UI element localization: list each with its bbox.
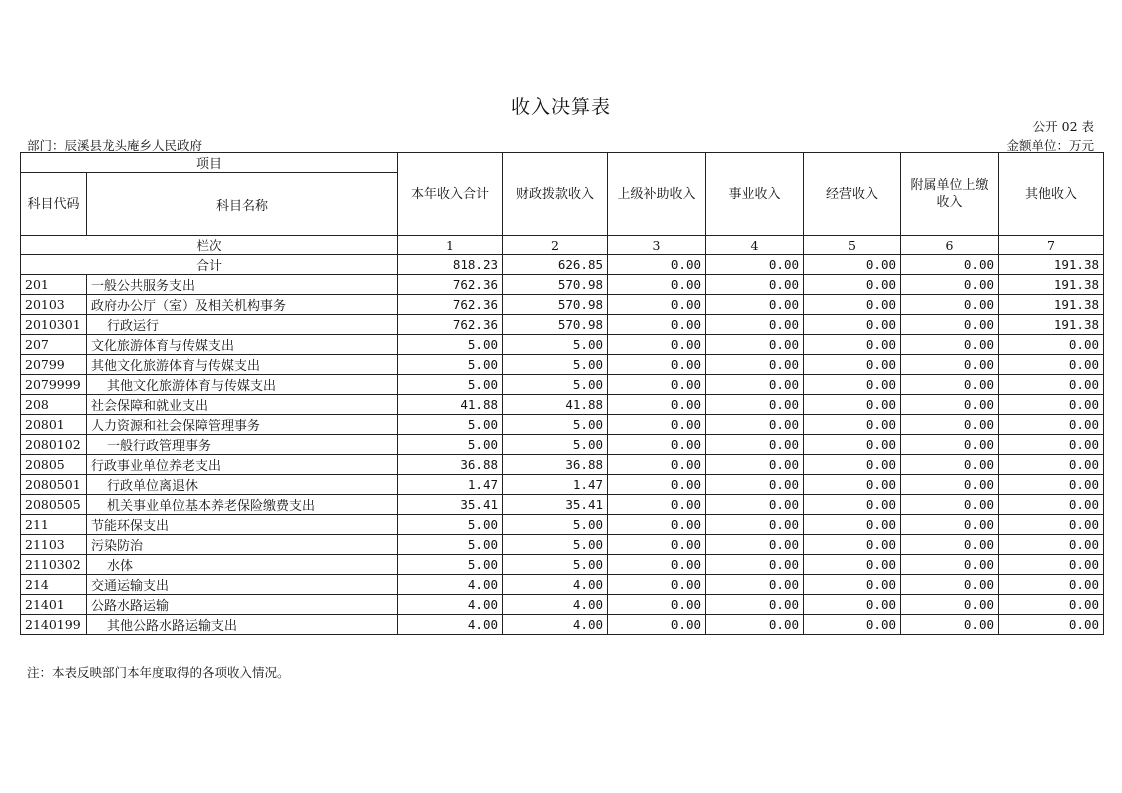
col-header-fiscal-appropriation: 财政拨款收入	[503, 153, 608, 236]
row-value: 0.00	[608, 475, 706, 495]
row-code: 2079999	[21, 375, 87, 395]
row-code: 2110302	[21, 555, 87, 575]
row-value: 0.00	[608, 455, 706, 475]
row-value: 5.00	[398, 335, 503, 355]
row-name: 污染防治	[87, 535, 398, 555]
total-value: 818.23	[398, 255, 503, 275]
row-value: 0.00	[608, 555, 706, 575]
row-name: 其他文化旅游体育与传媒支出	[87, 375, 398, 395]
row-value: 0.00	[999, 375, 1104, 395]
row-value: 0.00	[901, 275, 999, 295]
row-value: 0.00	[804, 515, 901, 535]
row-code: 20801	[21, 415, 87, 435]
row-value: 0.00	[706, 275, 804, 295]
row-value: 0.00	[608, 395, 706, 415]
row-value: 41.88	[503, 395, 608, 415]
row-value: 4.00	[503, 615, 608, 635]
row-value: 0.00	[901, 555, 999, 575]
row-name: 政府办公厅（室）及相关机构事务	[87, 295, 398, 315]
row-value: 1.47	[503, 475, 608, 495]
row-value: 0.00	[804, 315, 901, 335]
row-value: 5.00	[398, 515, 503, 535]
row-value: 0.00	[804, 395, 901, 415]
table-row	[21, 475, 1104, 495]
row-value: 0.00	[608, 535, 706, 555]
row-value: 0.00	[804, 435, 901, 455]
table-row	[21, 495, 1104, 515]
row-name: 水体	[87, 555, 398, 575]
total-row-label: 合计	[21, 255, 398, 275]
row-value: 0.00	[706, 455, 804, 475]
table-row	[21, 535, 1104, 555]
row-value: 0.00	[901, 615, 999, 635]
row-value: 0.00	[999, 435, 1104, 455]
row-name: 文化旅游体育与传媒支出	[87, 335, 398, 355]
row-name: 社会保障和就业支出	[87, 395, 398, 415]
row-value: 0.00	[706, 415, 804, 435]
row-value: 0.00	[999, 335, 1104, 355]
table-row	[21, 275, 1104, 295]
table-row	[21, 555, 1104, 575]
row-value: 762.36	[398, 295, 503, 315]
total-row	[21, 255, 1104, 275]
row-value: 1.47	[398, 475, 503, 495]
page-title: 收入决算表	[510, 96, 611, 118]
row-value: 0.00	[608, 275, 706, 295]
index-row-label: 栏次	[21, 236, 398, 255]
col-header-affiliated-unit-income: 附属单位上缴收入	[901, 153, 999, 236]
row-value: 0.00	[804, 475, 901, 495]
row-name: 一般行政管理事务	[87, 435, 398, 455]
row-name: 行政运行	[87, 315, 398, 335]
table-row	[21, 615, 1104, 635]
row-value: 5.00	[398, 375, 503, 395]
row-value: 0.00	[804, 335, 901, 355]
row-value: 0.00	[999, 575, 1104, 595]
row-value: 0.00	[901, 375, 999, 395]
row-value: 0.00	[901, 315, 999, 335]
index-number: 2	[503, 236, 608, 255]
index-number: 4	[706, 236, 804, 255]
item-group-header: 项目	[21, 153, 398, 173]
row-value: 0.00	[999, 475, 1104, 495]
row-code: 214	[21, 575, 87, 595]
row-value: 0.00	[706, 515, 804, 535]
row-name: 交通运输支出	[87, 575, 398, 595]
row-value: 35.41	[398, 495, 503, 515]
row-name: 节能环保支出	[87, 515, 398, 535]
row-value: 0.00	[706, 535, 804, 555]
table-row	[21, 515, 1104, 535]
col-header-business-income: 经营收入	[804, 153, 901, 236]
row-value: 0.00	[999, 395, 1104, 415]
row-value: 570.98	[503, 275, 608, 295]
total-value: 0.00	[901, 255, 999, 275]
row-code: 201	[21, 275, 87, 295]
table-row	[21, 455, 1104, 475]
row-value: 0.00	[901, 355, 999, 375]
row-value: 41.88	[398, 395, 503, 415]
row-value: 0.00	[999, 595, 1104, 615]
row-code: 20103	[21, 295, 87, 315]
row-value: 36.88	[398, 455, 503, 475]
row-code: 208	[21, 395, 87, 415]
col-header-superior-subsidy: 上级补助收入	[608, 153, 706, 236]
row-value: 5.00	[398, 415, 503, 435]
index-number: 5	[804, 236, 901, 255]
row-value: 5.00	[503, 355, 608, 375]
row-value: 4.00	[398, 615, 503, 635]
row-value: 0.00	[608, 575, 706, 595]
row-value: 0.00	[608, 515, 706, 535]
row-value: 0.00	[901, 595, 999, 615]
row-value: 0.00	[706, 595, 804, 615]
row-value: 0.00	[999, 355, 1104, 375]
row-name: 行政事业单位养老支出	[87, 455, 398, 475]
row-value: 0.00	[999, 535, 1104, 555]
row-value: 4.00	[398, 595, 503, 615]
footnote: 注：本表反映部门本年度取得的各项收入情况。	[27, 665, 290, 680]
row-value: 0.00	[999, 515, 1104, 535]
row-name: 机关事业单位基本养老保险缴费支出	[87, 495, 398, 515]
table-row	[21, 295, 1104, 315]
row-value: 0.00	[901, 395, 999, 415]
row-value: 0.00	[706, 575, 804, 595]
row-value: 0.00	[608, 375, 706, 395]
row-value: 0.00	[706, 315, 804, 335]
row-code: 2080505	[21, 495, 87, 515]
row-code: 20799	[21, 355, 87, 375]
row-value: 0.00	[804, 295, 901, 315]
row-value: 5.00	[503, 515, 608, 535]
col-header-name: 科目名称	[87, 173, 398, 236]
row-value: 0.00	[901, 515, 999, 535]
row-value: 0.00	[804, 535, 901, 555]
total-value: 0.00	[804, 255, 901, 275]
row-value: 0.00	[804, 555, 901, 575]
row-code: 21401	[21, 595, 87, 615]
row-name: 其他公路水路运输支出	[87, 615, 398, 635]
table-row	[21, 395, 1104, 415]
row-value: 0.00	[706, 355, 804, 375]
row-value: 0.00	[706, 375, 804, 395]
row-value: 0.00	[706, 335, 804, 355]
row-code: 2140199	[21, 615, 87, 635]
table-row	[21, 355, 1104, 375]
row-value: 5.00	[398, 555, 503, 575]
row-value: 0.00	[804, 415, 901, 435]
row-value: 4.00	[503, 595, 608, 615]
row-value: 0.00	[706, 615, 804, 635]
row-value: 0.00	[901, 575, 999, 595]
row-value: 0.00	[608, 615, 706, 635]
row-value: 762.36	[398, 315, 503, 335]
total-value: 191.38	[999, 255, 1104, 275]
row-value: 0.00	[901, 535, 999, 555]
row-code: 2080102	[21, 435, 87, 455]
table-row	[21, 595, 1104, 615]
row-value: 762.36	[398, 275, 503, 295]
table-row	[21, 415, 1104, 435]
row-name: 一般公共服务支出	[87, 275, 398, 295]
row-value: 0.00	[706, 435, 804, 455]
table-row	[21, 335, 1104, 355]
col-header-operational-income: 事业收入	[706, 153, 804, 236]
department-label: 部门：辰溪县龙头庵乡人民政府	[27, 138, 203, 153]
row-value: 5.00	[503, 435, 608, 455]
row-value: 0.00	[608, 435, 706, 455]
row-value: 0.00	[999, 455, 1104, 475]
row-value: 191.38	[999, 275, 1104, 295]
table-row	[21, 435, 1104, 455]
col-header-code: 科目代码	[21, 173, 87, 236]
index-number: 1	[398, 236, 503, 255]
row-value: 0.00	[804, 575, 901, 595]
row-value: 0.00	[804, 595, 901, 615]
row-value: 0.00	[999, 615, 1104, 635]
row-value: 0.00	[608, 295, 706, 315]
row-value: 570.98	[503, 315, 608, 335]
row-value: 0.00	[804, 615, 901, 635]
row-value: 5.00	[503, 555, 608, 575]
row-value: 0.00	[999, 415, 1104, 435]
row-value: 0.00	[706, 495, 804, 515]
row-value: 0.00	[608, 495, 706, 515]
table-row	[21, 575, 1104, 595]
row-value: 0.00	[608, 415, 706, 435]
form-number: 公开 02 表	[1032, 119, 1094, 134]
row-name: 人力资源和社会保障管理事务	[87, 415, 398, 435]
amount-unit-label: 金额单位：万元	[1006, 138, 1094, 153]
row-value: 0.00	[901, 415, 999, 435]
index-number: 6	[901, 236, 999, 255]
row-value: 5.00	[503, 415, 608, 435]
row-value: 0.00	[804, 355, 901, 375]
row-value: 0.00	[706, 475, 804, 495]
row-value: 0.00	[804, 275, 901, 295]
row-value: 5.00	[503, 335, 608, 355]
row-value: 5.00	[398, 535, 503, 555]
col-header-other-income: 其他收入	[999, 153, 1104, 236]
index-number: 7	[999, 236, 1104, 255]
row-code: 2080501	[21, 475, 87, 495]
row-value: 0.00	[608, 595, 706, 615]
row-value: 0.00	[901, 475, 999, 495]
row-value: 191.38	[999, 315, 1104, 335]
row-name: 行政单位离退休	[87, 475, 398, 495]
row-value: 5.00	[398, 355, 503, 375]
table-body	[21, 275, 1104, 635]
total-value: 0.00	[706, 255, 804, 275]
row-value: 4.00	[503, 575, 608, 595]
row-value: 0.00	[608, 335, 706, 355]
row-code: 21103	[21, 535, 87, 555]
row-value: 5.00	[503, 535, 608, 555]
row-value: 5.00	[503, 375, 608, 395]
row-value: 35.41	[503, 495, 608, 515]
row-code: 211	[21, 515, 87, 535]
row-value: 191.38	[999, 295, 1104, 315]
row-value: 5.00	[398, 435, 503, 455]
row-value: 0.00	[901, 335, 999, 355]
row-value: 0.00	[901, 295, 999, 315]
row-code: 207	[21, 335, 87, 355]
row-value: 0.00	[608, 355, 706, 375]
row-value: 0.00	[999, 495, 1104, 515]
row-value: 0.00	[999, 555, 1104, 575]
row-value: 0.00	[608, 315, 706, 335]
row-code: 20805	[21, 455, 87, 475]
col-header-total-income: 本年收入合计	[398, 153, 503, 236]
table-row	[21, 315, 1104, 335]
row-value: 0.00	[706, 395, 804, 415]
row-value: 0.00	[804, 375, 901, 395]
row-name: 其他文化旅游体育与传媒支出	[87, 355, 398, 375]
row-value: 0.00	[901, 435, 999, 455]
row-value: 36.88	[503, 455, 608, 475]
income-table	[20, 152, 1104, 635]
row-code: 2010301	[21, 315, 87, 335]
row-value: 0.00	[804, 455, 901, 475]
row-value: 0.00	[901, 455, 999, 475]
row-value: 0.00	[706, 295, 804, 315]
row-value: 570.98	[503, 295, 608, 315]
total-value: 626.85	[503, 255, 608, 275]
table-row	[21, 375, 1104, 395]
row-value: 4.00	[398, 575, 503, 595]
row-value: 0.00	[706, 555, 804, 575]
row-value: 0.00	[804, 495, 901, 515]
row-name: 公路水路运输	[87, 595, 398, 615]
total-value: 0.00	[608, 255, 706, 275]
index-number: 3	[608, 236, 706, 255]
row-value: 0.00	[901, 495, 999, 515]
